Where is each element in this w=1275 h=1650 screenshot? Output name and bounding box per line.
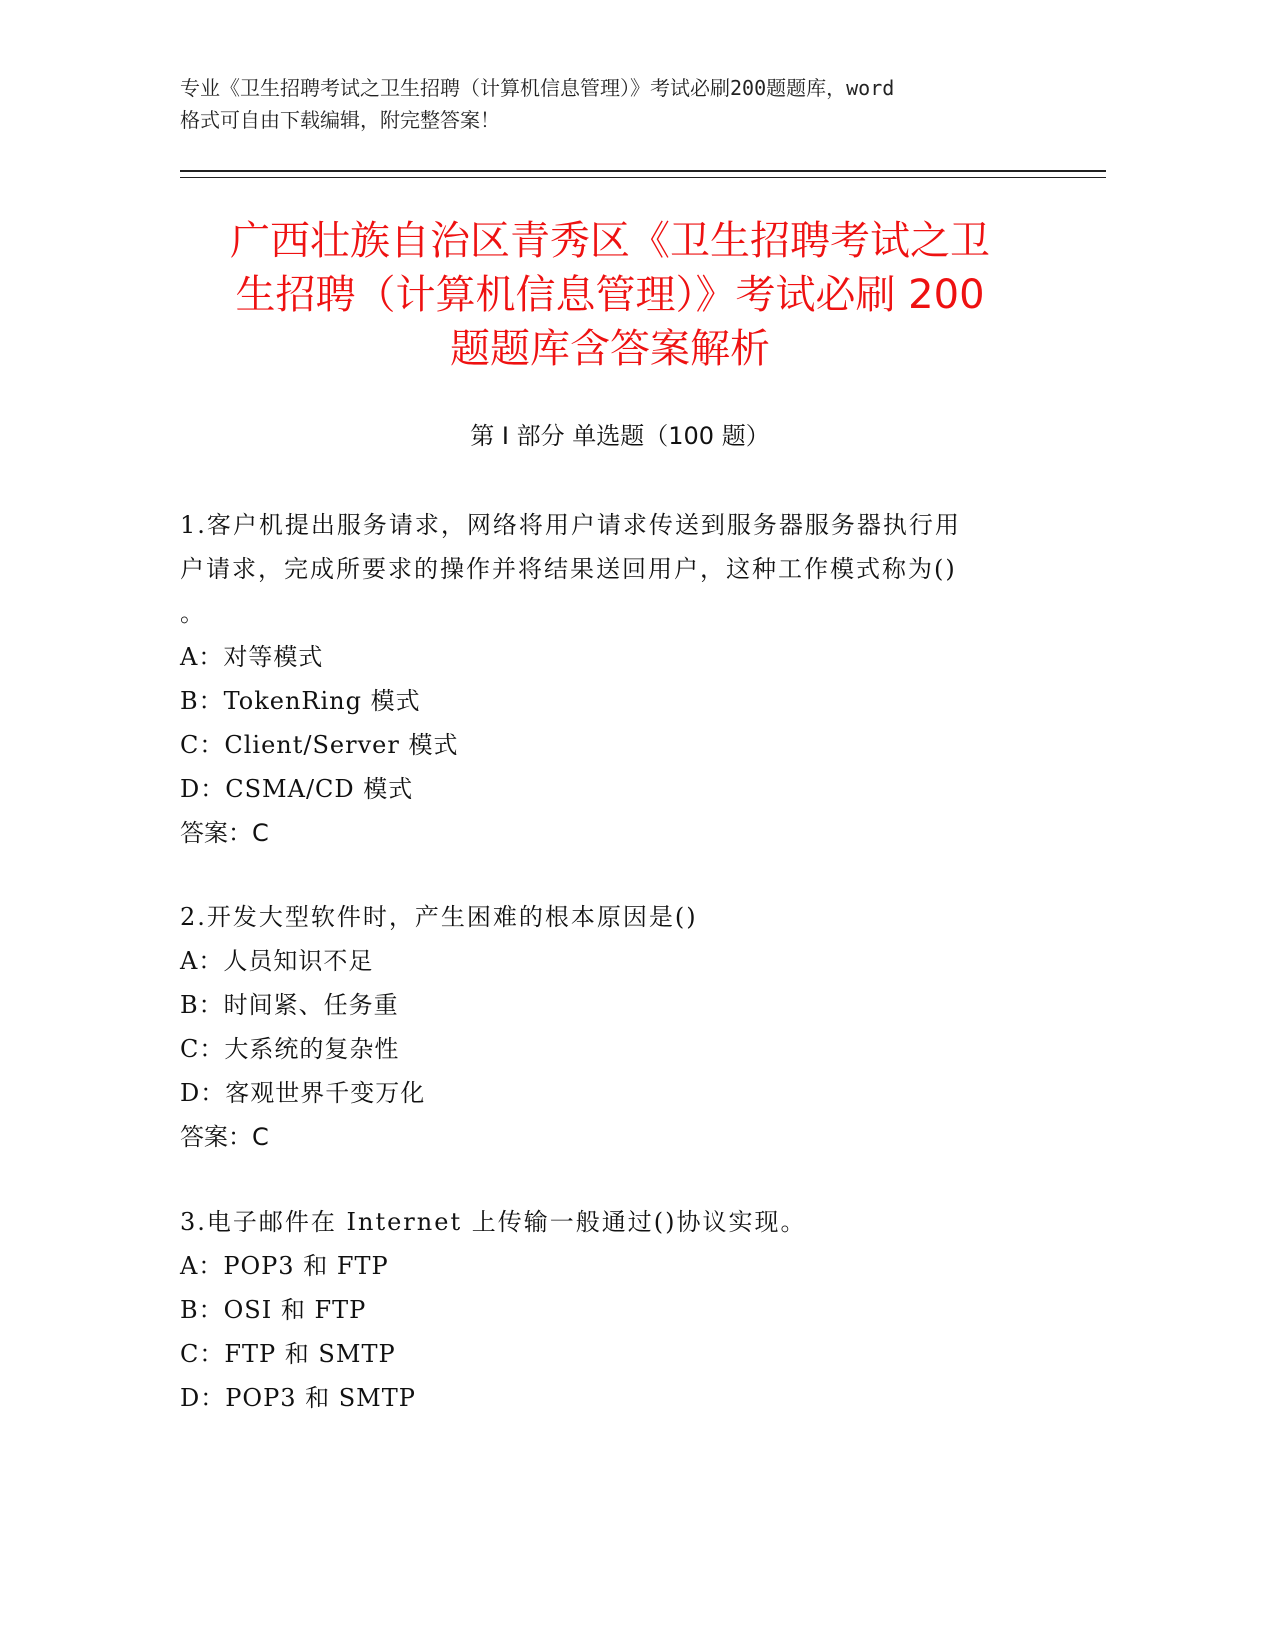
option-c: C：大系统的复杂性: [180, 1035, 400, 1063]
option-a: A：POP3 和 FTP: [180, 1252, 389, 1280]
option-b: B：时间紧、任务重: [180, 991, 399, 1019]
document-title-line-1: 广西壮族自治区青秀区《卫生招聘考试之卫: [230, 218, 990, 264]
option-a: A：对等模式: [180, 643, 324, 671]
document-title-line-2: 生招聘（计算机信息管理）》考试必刷 200: [235, 272, 985, 318]
question-1: [180, 503, 1040, 855]
question-stem: [180, 895, 1040, 939]
answer-line: 答案：C: [180, 1123, 269, 1151]
option-c: C：FTP 和 SMTP: [180, 1340, 396, 1368]
option-d: D：CSMA/CD 模式: [180, 775, 414, 803]
option-b: B：TokenRing 模式: [180, 687, 421, 715]
header-divider-thick: [180, 170, 1106, 172]
header-note-line-1: 专业《卫生招聘考试之卫生招聘（计算机信息管理）》考试必刷200题题库，word: [180, 76, 895, 100]
header-note: [180, 72, 1060, 136]
question-2: [180, 895, 1040, 1159]
question-stem-line: 2.开发大型软件时，产生困难的根本原因是(): [180, 903, 698, 931]
option-d: D：客观世界千变万化: [180, 1079, 426, 1107]
question-stem-line: 1.客户机提出服务请求，网络将用户请求传送到服务器服务器执行用: [180, 511, 961, 539]
option-c: C：Client/Server 模式: [180, 731, 459, 759]
question-stem: [180, 503, 1040, 635]
question-stem: [180, 1200, 1040, 1244]
header-divider-thin: [180, 177, 1106, 178]
document-title-line-3: 题题库含答案解析: [450, 326, 770, 372]
option-a: A：人员知识不足: [180, 947, 374, 975]
answer-line: 答案：C: [180, 819, 269, 847]
question-stem-line: 3.电子邮件在 Internet 上传输一般通过()协议实现。: [180, 1208, 807, 1236]
option-d: D：POP3 和 SMTP: [180, 1384, 416, 1412]
question-stem-line: 。: [180, 599, 206, 627]
section-heading: 第 I 部分 单选题（100 题）: [470, 422, 770, 450]
question-stem-line: 户请求，完成所要求的操作并将结果送回用户，这种工作模式称为(): [180, 555, 957, 583]
header-note-line-2: 格式可自由下载编辑，附完整答案！: [180, 108, 500, 132]
question-3: [180, 1200, 1040, 1420]
document-title: [180, 214, 1040, 376]
option-b: B：OSI 和 FTP: [180, 1296, 367, 1324]
